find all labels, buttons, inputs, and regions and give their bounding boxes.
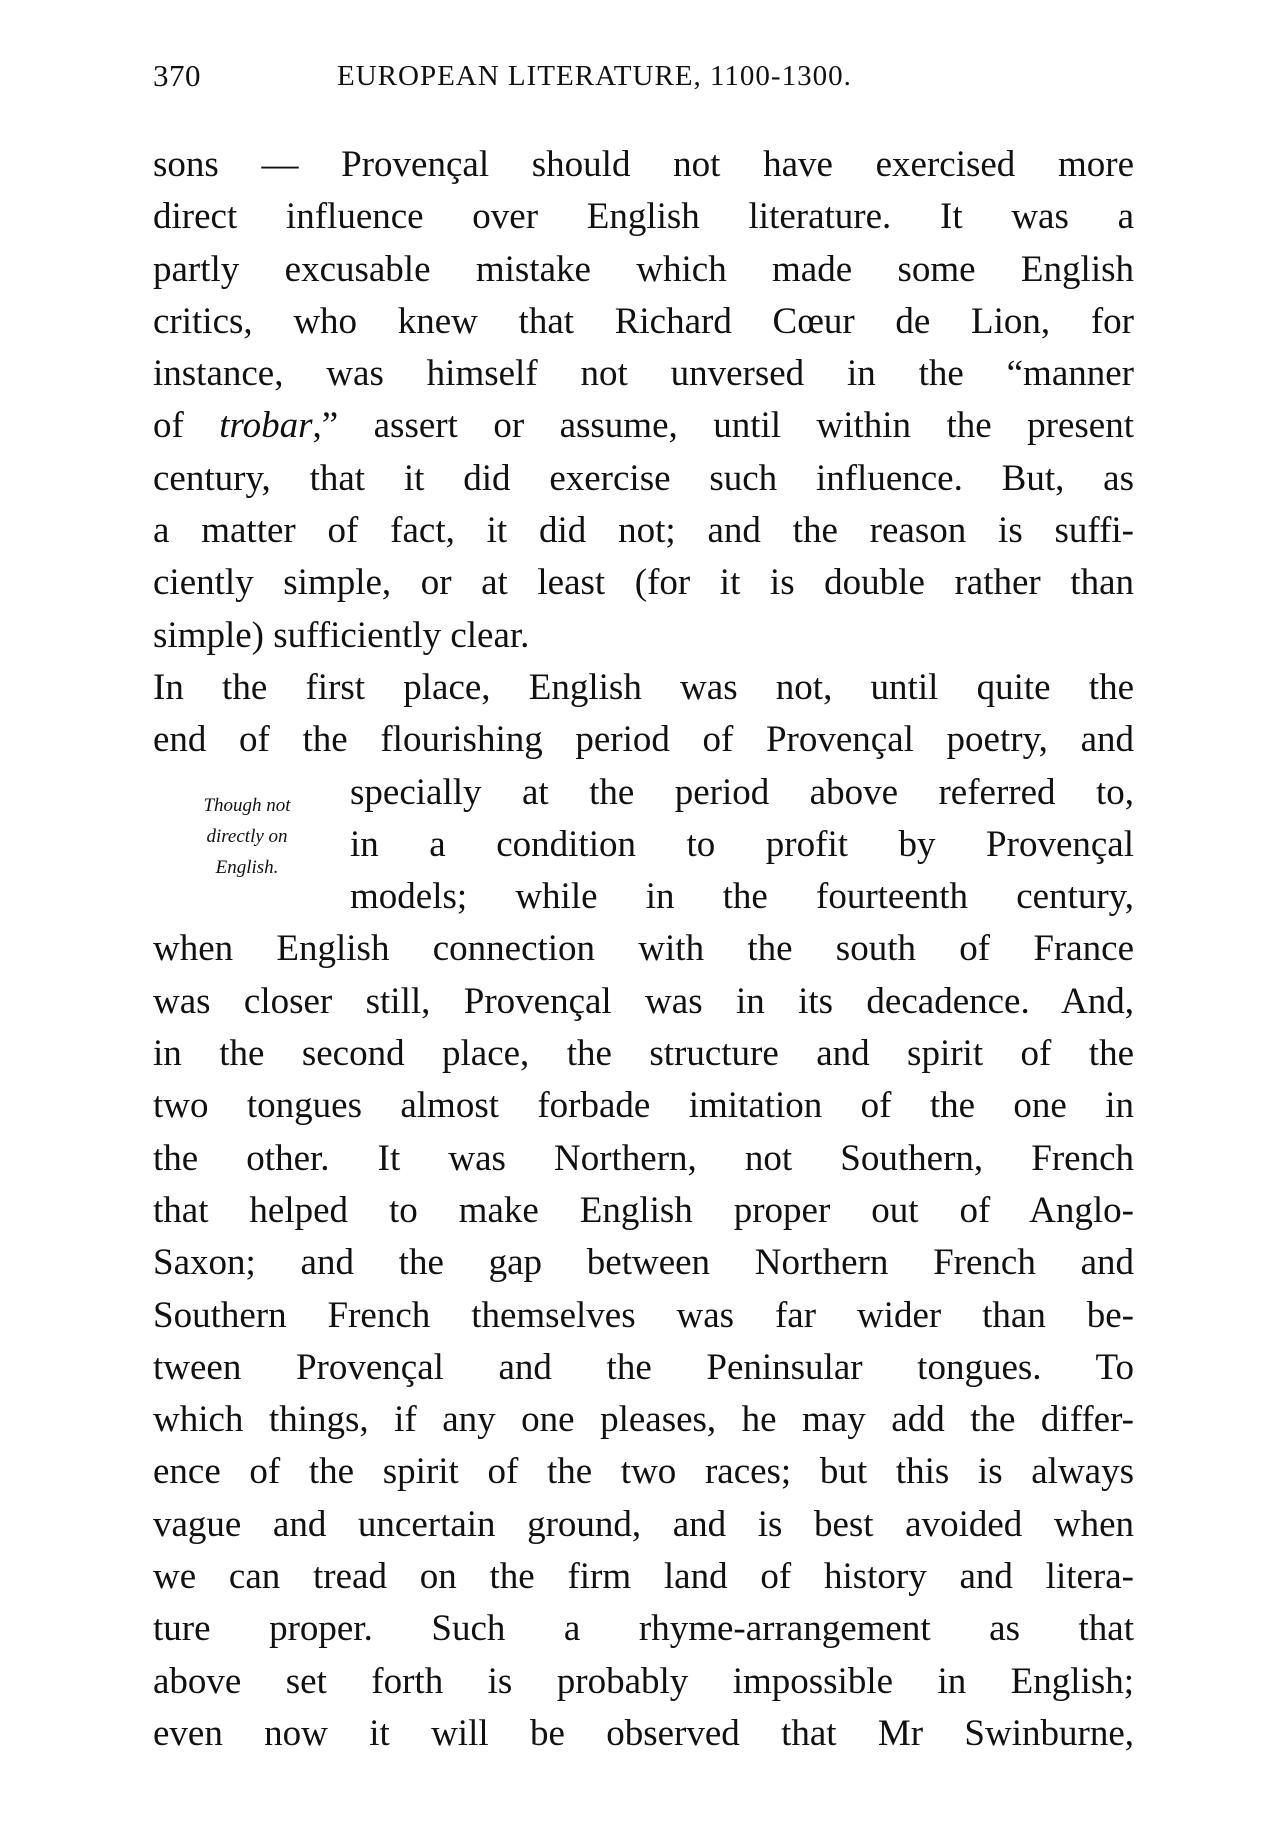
text-line: specially at the period above referred to, xyxy=(350,771,1134,813)
text-line: century, that it did exercise such influence. But, as xyxy=(153,457,1134,499)
text-line: ciently simple, or at least (for it is double rather than xyxy=(153,562,1134,604)
text-line: we can tread on the firm land of history and litera- xyxy=(153,1556,1134,1598)
text-line: the other. It was Northern, not Southern, French xyxy=(153,1137,1134,1179)
text-line: Saxon; and the gap between Northern French and xyxy=(153,1242,1134,1284)
text-line: in a condition to profit by Provençal xyxy=(350,823,1134,865)
margin-note-line: directly on xyxy=(206,826,288,847)
text-line: direct influence over English literature. It was a xyxy=(153,196,1134,238)
text-line: in the second place, the structure and spirit of the xyxy=(153,1033,1134,1075)
text-line: when English connection with the south of France xyxy=(153,928,1134,970)
margin-note-line: English. xyxy=(215,857,279,878)
text-line: In the first place, English was not, until quite the xyxy=(153,666,1134,708)
text-line: vague and uncertain ground, and is best avoided when xyxy=(153,1503,1134,1545)
text-line: ence of the spirit of the two races; but this is always xyxy=(153,1451,1134,1493)
body-text xyxy=(153,139,1134,1760)
text-line: tween Provençal and the Peninsular tongues. To xyxy=(153,1346,1134,1388)
text-line: sons — Provençal should not have exercised more xyxy=(153,144,1134,185)
text-line: that helped to make English proper out of Anglo- xyxy=(153,1189,1134,1231)
margin-note-line: Though not xyxy=(203,795,291,816)
text-line: of trobar,” assert or assume, until within the present xyxy=(153,405,1134,447)
text-line: a matter of fact, it did not; and the reason is suffi- xyxy=(153,510,1134,552)
text-line: Southern French themselves was far wider than be- xyxy=(153,1294,1134,1336)
text-line: which things, if any one pleases, he may add the differ- xyxy=(153,1399,1134,1441)
text-line: ture proper. Such a rhyme-arrangement as that xyxy=(153,1608,1134,1650)
text-line: partly excusable mistake which made some English xyxy=(153,248,1134,290)
running-title: EUROPEAN LITERATURE, 1100-1300. xyxy=(337,60,852,92)
text-line: instance, was himself not unversed in the “manner xyxy=(153,353,1134,395)
text-line: above set forth is probably impossible in English; xyxy=(153,1660,1134,1702)
text-line: simple) sufficiently clear. xyxy=(153,614,530,656)
text-line: even now it will be observed that Mr Swinburne, xyxy=(153,1712,1134,1754)
text-line: two tongues almost forbade imitation of the one in xyxy=(153,1085,1134,1127)
text-line: models; while in the fourteenth century, xyxy=(350,876,1134,918)
text-line: critics, who knew that Richard Cœur de Lion, for xyxy=(153,300,1134,342)
page-number: 370 xyxy=(153,58,201,93)
text-line: end of the flourishing period of Provençal poetry, and xyxy=(153,719,1134,761)
text-line: was closer still, Provençal was in its decadence. And, xyxy=(153,980,1134,1022)
